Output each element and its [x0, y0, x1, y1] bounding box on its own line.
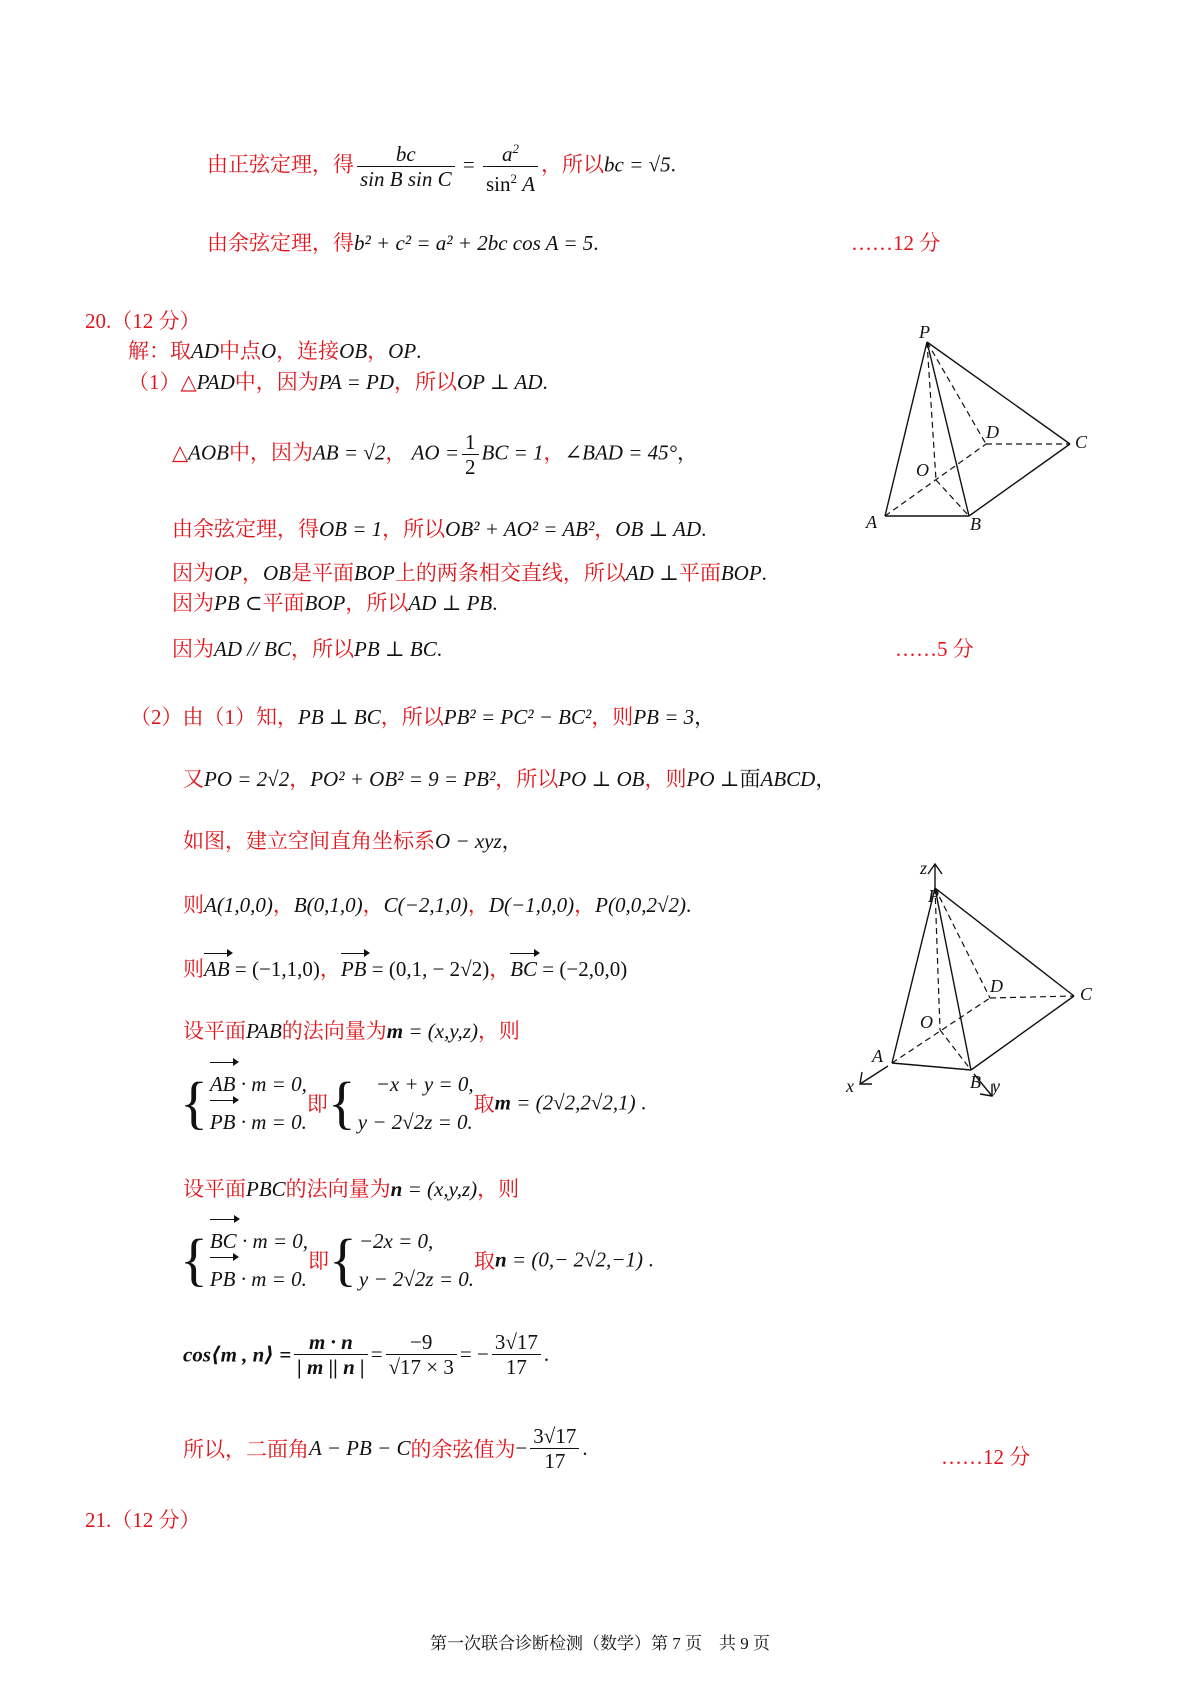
- edge-dc: [990, 996, 1074, 998]
- edge-bc: [971, 996, 1074, 1070]
- part1-line6: 因为AD // BC，所以PB ⊥ BC.: [172, 637, 442, 661]
- part2-line3: 如图，建立空间直角坐标系O − xyz，: [183, 829, 523, 853]
- label-c: C: [1080, 984, 1093, 1004]
- fraction-one-half: $\frac{1}{2}$: [462, 430, 479, 479]
- system-2: { BC · m = 0, PB · m = 0. 即{ −2x = 0, y − 2√2z = 0. 取n = (0,− 2√2,−1) .: [180, 1222, 653, 1298]
- fraction-final: $\frac{3√17}{17}$: [530, 1424, 579, 1473]
- edge-pa: [892, 888, 935, 1063]
- normal-m-line: 设平面PAB的法向量为m = (x,y,z)，则: [183, 1019, 520, 1043]
- fraction-bc-over-sinBsinC: $\frac{bc}{\text{sin B sin C}}$: [357, 142, 455, 191]
- edge-pb: [935, 888, 971, 1070]
- label-c: C: [1075, 432, 1088, 452]
- fraction-3sqrt17: $\frac{3√17}{17}$: [492, 1330, 541, 1379]
- label-a: A: [872, 1046, 883, 1066]
- system-1: { AB · m = 0, PB · m = 0. 即{ −x + y = 0, y − 2√2z = 0. 取m = (2√2,2√2,1) .: [180, 1065, 646, 1141]
- final-answer-line: 所以，二面角A − PB − C的余弦值为− $\frac{3√17}{17}$ .: [183, 1424, 588, 1473]
- coordinates-line: 则A(1,0,0)，B(0,1,0)，C(−2,1,0)，D(−1,0,0)，P(0,0,2√2).: [183, 893, 692, 917]
- label-d: D: [990, 976, 1003, 996]
- fraction-minus9: $\frac{-9}{√17 \times 3}$: [386, 1330, 457, 1379]
- part2-line2: 又PO = 2√2，PO² + OB² = 9 = PB²，所以PO ⊥ OB，则PO ⊥面ABCD，: [183, 767, 837, 791]
- label-b: B: [970, 1072, 981, 1092]
- label-d: D: [986, 422, 999, 442]
- part1-line4: 因为OP，OB是平面BOP上的两条相交直线，所以AD ⊥平面BOP.: [172, 561, 767, 585]
- page-footer: 第一次联合诊断检测（数学）第 7 页 共 9 页: [430, 1634, 770, 1653]
- law-of-cosines-line: 由余弦定理，得b² + c² = a² + 2bc cos A = 5.: [207, 231, 599, 255]
- part2-line1: （2）由（1）知，PB ⊥ BC，所以PB² = PC² − BC²，则PB = 3，: [130, 705, 716, 729]
- label-a: A: [866, 512, 877, 532]
- label-b: B: [970, 514, 981, 534]
- cosine-calculation: cos⟨m , n⟩ = $\frac{m \cdot n}{| m || n |}$ = $\frac{-9}{√17 \times 3}$ = − $\frac{3√17}{17}$ .: [183, 1330, 550, 1379]
- fraction-a2-over-sin2A: $\frac{a^2}{\sin^2 A}$: [483, 137, 538, 196]
- fraction-mn: $\frac{m \cdot n}{| m || n |}$: [294, 1330, 368, 1379]
- label-p: P: [928, 886, 939, 906]
- score-12-a: ……12 分: [851, 231, 941, 255]
- part1-line1: （1）△PAD中，因为PA = PD，所以OP ⊥ AD.: [128, 370, 548, 394]
- part1-line2: △AOB中，因为AB = √2， AO = $\frac{1}{2}$ BC = 1，∠BAD = 45°，: [172, 430, 699, 479]
- edge-pd: [935, 888, 990, 998]
- score-12-b: ……12 分: [941, 1445, 1031, 1469]
- edge-ab: [892, 1063, 971, 1070]
- law-of-sines-line: 由正弦定理，得 $\frac{bc}{\text{sin B sin C}}$ = $\frac{a^2}{\sin^2 A}$ ，所以bc = √5.: [207, 137, 676, 196]
- label-z: z: [920, 858, 928, 878]
- x-axis: [860, 1066, 888, 1084]
- part1-line5: 因为PB ⊂平面BOP，所以AD ⊥ PB.: [172, 591, 498, 615]
- vectors-line: 则AB = (−1,1,0)，PB = (0,1, − 2√2)，BC = (−2,0,0): [183, 957, 628, 981]
- label-x: x: [846, 1076, 854, 1096]
- label-o: O: [920, 1012, 933, 1032]
- normal-n-line: 设平面PBC的法向量为n = (x,y,z)，则: [183, 1177, 520, 1201]
- part1-line3: 由余弦定理，得OB = 1，所以OB² + AO² = AB²，OB ⊥ AD.: [172, 517, 707, 541]
- edge-pd: [927, 342, 986, 444]
- label-o: O: [916, 460, 929, 480]
- pyramid-figure-2: [840, 858, 1100, 1098]
- label-p: P: [919, 322, 930, 342]
- score-5: ……5 分: [895, 637, 974, 661]
- edge-bc: [969, 444, 1070, 516]
- edge-pc: [935, 888, 1074, 996]
- question-20-header: 20.（12 分）: [85, 309, 201, 333]
- pyramid-figure-1: [860, 320, 1100, 540]
- q20-intro-line: 解：取AD中点O，连接OB，OP.: [128, 339, 422, 363]
- label-y: y: [992, 1076, 1000, 1096]
- question-21-header: 21.（12 分）: [85, 1508, 201, 1532]
